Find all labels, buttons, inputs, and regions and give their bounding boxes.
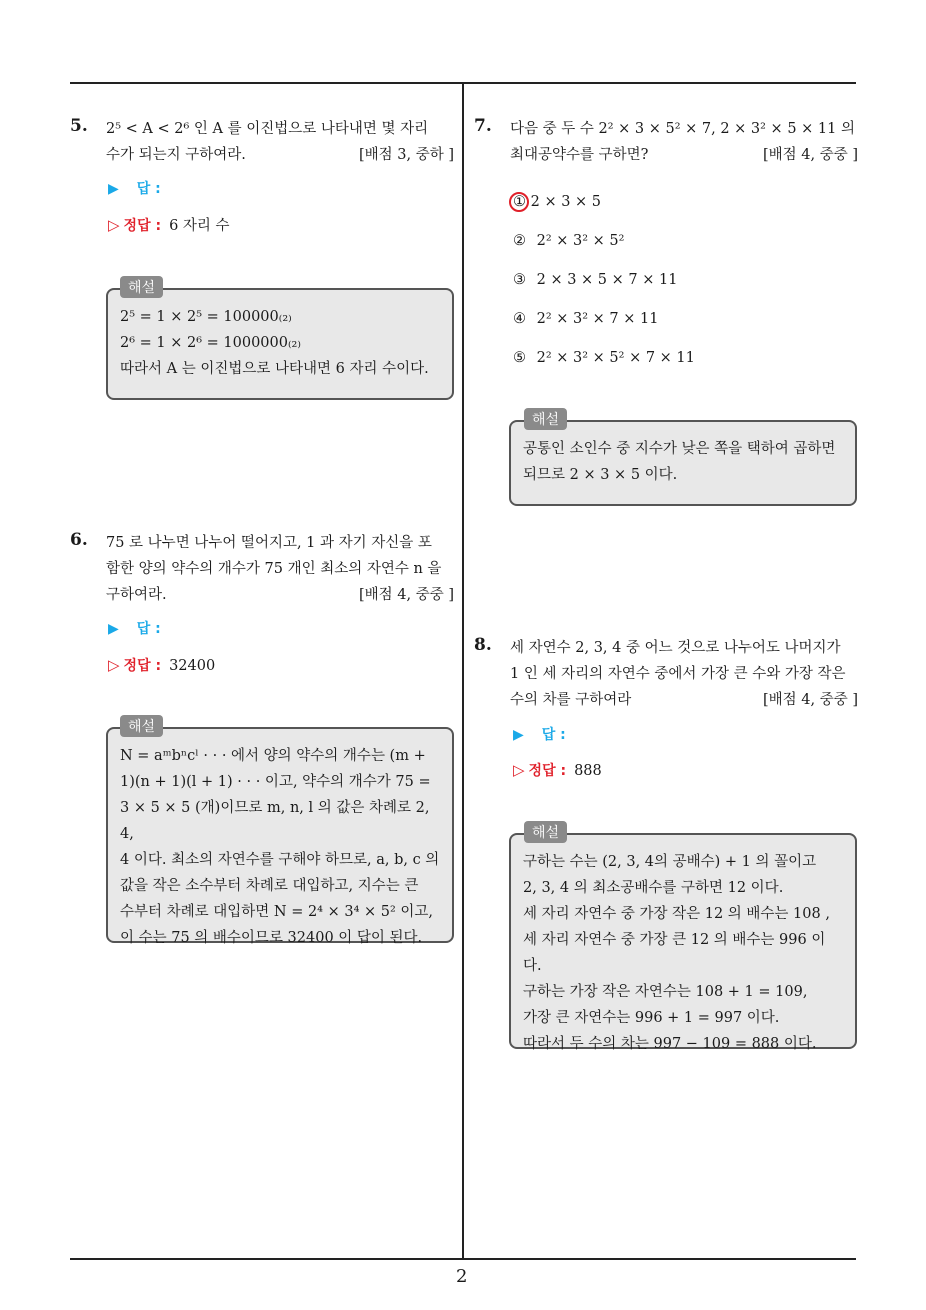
score-label: [배점 4, 중중 ] xyxy=(358,587,454,603)
explanation-line: 이 수는 75 의 배수이므로 32400 이 답이 된다. xyxy=(120,930,423,946)
correct-value: 888 xyxy=(574,763,602,779)
explanation-line: 구하는 수는 (2, 3, 4의 공배수) + 1 의 꼴이고 xyxy=(523,854,817,870)
question-line: 세 자연수 2, 3, 4 중 어느 것으로 나누어도 나머지가 xyxy=(510,640,841,656)
play-triangle-icon: ▶ xyxy=(108,181,119,197)
explanation-line: 되므로 2 × 3 × 5 이다. xyxy=(523,467,678,483)
choice-5[interactable] xyxy=(513,350,695,366)
answer-row xyxy=(513,724,566,744)
choice-mark: ① xyxy=(513,194,526,210)
correct-label: 정답 : xyxy=(123,658,162,674)
explanation-line: N = aᵐbⁿcˡ · · · 에서 양의 약수의 개수는 (m + xyxy=(120,748,426,764)
explanation-box xyxy=(106,288,454,400)
question-line: 함한 양의 약수의 개수가 75 개인 최소의 자연수 n 을 xyxy=(106,561,442,577)
explanation-line: 구하는 가장 작은 자연수는 108 + 1 = 109, xyxy=(523,984,808,1000)
choice-mark: ③ xyxy=(513,272,526,288)
outline-triangle-icon: ▷ xyxy=(108,216,120,234)
choice-3[interactable] xyxy=(513,272,677,288)
explanation-line: 값을 작은 소수부터 차례로 대입하고, 지수는 큰 xyxy=(120,878,419,894)
choice-1[interactable] xyxy=(513,194,601,210)
question-line: 최대공약수를 구하면? xyxy=(510,147,649,163)
correct-value: 6 자리 수 xyxy=(169,218,230,234)
correct-label: 정답 : xyxy=(123,218,162,234)
score-label: [배점 4, 중중 ] xyxy=(762,147,858,163)
explanation-line: 3 × 5 × 5 (개)이므로 m, n, l 의 값은 차례로 2, 4, xyxy=(120,800,430,842)
correct-answer-row xyxy=(108,214,230,235)
score-label: [배점 3, 중하 ] xyxy=(358,147,454,163)
correct-answer-row xyxy=(108,655,215,675)
choice-text: 2² × 3² × 5² xyxy=(536,233,625,249)
question-line: 2⁵ < A < 2⁶ 인 A 를 이진법으로 나타내면 몇 자리 xyxy=(106,121,429,137)
correct-label: 정답 : xyxy=(528,763,567,779)
question-number: 6. xyxy=(70,530,88,550)
answer-label: 답 : xyxy=(136,621,161,637)
explanation-tag: 해설 xyxy=(524,821,567,843)
question-text xyxy=(106,116,454,168)
question-line: 수가 되는지 구하여라. xyxy=(106,147,246,163)
explanation-line: 가장 큰 자연수는 996 + 1 = 997 이다. xyxy=(523,1010,780,1026)
answer-label: 답 : xyxy=(136,181,161,197)
explanation-tag: 해설 xyxy=(120,715,163,737)
explanation-line: 세 자리 자연수 중 가장 작은 12 의 배수는 108 , xyxy=(523,906,830,922)
choice-4[interactable] xyxy=(513,311,658,327)
choice-2[interactable] xyxy=(513,233,624,249)
question-line: 1 인 세 자리의 자연수 중에서 가장 큰 수와 가장 작은 xyxy=(510,666,846,682)
explanation-box xyxy=(509,833,857,1052)
outline-triangle-icon: ▷ xyxy=(108,656,120,674)
choice-mark: ⑤ xyxy=(513,350,526,366)
question-line: 구하여라. xyxy=(106,587,167,603)
explanation-line: 공통인 소인수 중 지수가 낮은 쪽을 택하여 곱하면 xyxy=(523,441,836,457)
outline-triangle-icon: ▷ xyxy=(513,761,525,779)
choice-mark: ② xyxy=(513,233,526,249)
question-text xyxy=(510,116,858,168)
question-number: 7. xyxy=(474,116,492,136)
explanation-line: 1)(n + 1)(l + 1) · · · 이고, 약수의 개수가 75 = xyxy=(120,774,431,790)
question-number: 5. xyxy=(70,116,88,136)
bottom-rule xyxy=(70,1258,856,1260)
column-divider xyxy=(462,82,464,1259)
explanation-box xyxy=(509,420,857,506)
score-label: [배점 4, 중중 ] xyxy=(762,692,858,708)
explanation-box xyxy=(106,727,454,946)
answer-label: 답 : xyxy=(541,727,566,743)
choice-text: 2 × 3 × 5 × 7 × 11 xyxy=(536,272,678,288)
question-text xyxy=(106,530,454,608)
question-line: 수의 차를 구하여라 xyxy=(510,692,632,708)
explanation-line: 2⁵ = 1 × 2⁵ = 100000₍₂₎ xyxy=(120,309,292,325)
explanation-tag: 해설 xyxy=(524,408,567,430)
correct-value: 32400 xyxy=(169,658,216,674)
explanation-line: 따라서 두 수의 차는 997 − 109 = 888 이다. xyxy=(523,1036,817,1052)
question-line: 다음 중 두 수 2² × 3 × 5² × 7, 2 × 3² × 5 × 11 의 xyxy=(510,121,855,137)
play-triangle-icon: ▶ xyxy=(108,621,119,637)
play-triangle-icon: ▶ xyxy=(513,727,524,743)
explanation-line: 4 이다. 최소의 자연수를 구해야 하므로, a, b, c 의 xyxy=(120,852,440,868)
explanation-line: 따라서 A 는 이진법으로 나타내면 6 자리 수이다. xyxy=(120,361,429,377)
explanation-line: 세 자리 자연수 중 가장 큰 12 의 배수는 996 이다. xyxy=(523,932,826,974)
page-number: 2 xyxy=(456,1266,468,1287)
question-number: 8. xyxy=(474,635,492,655)
choice-text: 2² × 3² × 7 × 11 xyxy=(536,311,659,327)
explanation-line: 2⁶ = 1 × 2⁶ = 1000000₍₂₎ xyxy=(120,335,301,351)
answer-row xyxy=(108,178,161,198)
question-text xyxy=(510,635,858,713)
choice-text: 2² × 3² × 5² × 7 × 11 xyxy=(536,350,695,366)
explanation-line: 수부터 차례로 대입하면 N = 2⁴ × 3⁴ × 5² 이고, xyxy=(120,904,434,920)
question-line: 75 로 나누면 나누어 떨어지고, 1 과 자기 자신을 포 xyxy=(106,535,432,551)
answer-row xyxy=(108,618,161,638)
correct-answer-row xyxy=(513,760,602,780)
choice-text: 2 × 3 × 5 xyxy=(530,194,602,210)
choice-mark: ④ xyxy=(513,311,526,327)
explanation-line: 2, 3, 4 의 최소공배수를 구하면 12 이다. xyxy=(523,880,784,896)
explanation-tag: 해설 xyxy=(120,276,163,298)
